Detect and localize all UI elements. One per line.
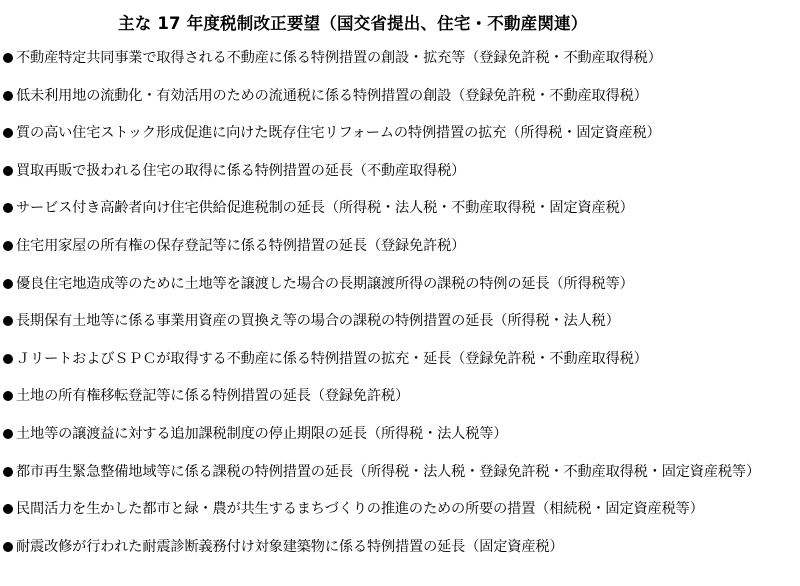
list-item-text: 不動産特定共同事業で取得される不動産に係る特例措置の創設・拡充等（登録免許税・不動産取得税） bbox=[16, 50, 662, 66]
list-item bbox=[3, 123, 760, 161]
list-item bbox=[3, 386, 760, 424]
list-item-text: 買取再販で扱われる住宅の取得に係る特例措置の延長（不動産取得税） bbox=[16, 162, 466, 179]
bullet-icon bbox=[3, 467, 13, 477]
list-item bbox=[3, 499, 760, 537]
bullet-icon bbox=[3, 241, 13, 251]
document-title: 主な 17 年度税制改正要望（国交省提出、住宅・不動産関連） bbox=[118, 14, 588, 33]
list-item-text: ＪリートおよびＳＰＣが取得する不動産に係る特例措置の拡充・延長（登録免許税・不動産取得税） bbox=[16, 350, 648, 367]
list-item-text: 土地等の譲渡益に対する追加課税制度の停止期限の延長（所得税・法人税等） bbox=[16, 425, 508, 442]
list-item bbox=[3, 462, 760, 500]
list-item bbox=[3, 349, 760, 387]
list-item bbox=[3, 311, 760, 349]
bullet-icon bbox=[3, 504, 13, 514]
list-item bbox=[3, 236, 760, 274]
requests-list bbox=[3, 48, 760, 574]
bullet-icon bbox=[3, 91, 13, 101]
bullet-icon bbox=[3, 279, 13, 289]
bullet-icon bbox=[3, 354, 13, 364]
bullet-icon bbox=[3, 429, 13, 439]
list-item bbox=[3, 161, 760, 199]
list-item bbox=[3, 198, 760, 236]
list-item-text: 住宅用家屋の所有権の保存登記等に係る特例措置の延長（登録免許税） bbox=[16, 237, 466, 254]
bullet-icon bbox=[3, 542, 13, 552]
bullet-icon bbox=[3, 316, 13, 326]
bullet-icon bbox=[3, 128, 13, 138]
list-item-text: 質の高い住宅ストック形成促進に向けた既存住宅リフォームの特例措置の拡充（所得税・固定資産税） bbox=[16, 125, 661, 142]
list-item-text: 優良住宅地造成等のために土地等を譲渡した場合の長期譲渡所得の課税の特例の延長（所得税等） bbox=[16, 275, 634, 292]
bullet-icon bbox=[3, 203, 13, 213]
list-item bbox=[3, 86, 760, 124]
bullet-icon bbox=[3, 166, 13, 176]
list-item bbox=[3, 537, 760, 575]
list-item-text: 土地の所有権移転登記等に係る特例措置の延長（登録免許税） bbox=[16, 388, 410, 405]
list-item-text: 低未利用地の流動化・有効活用のための流通税に係る特例措置の創設（登録免許税・不動産取得税） bbox=[16, 87, 648, 104]
list-item bbox=[3, 274, 760, 312]
list-item bbox=[3, 48, 760, 86]
list-item-text: 耐震改修が行われた耐震診断義務付け対象建築物に係る特例措置の延長（固定資産税） bbox=[16, 538, 564, 555]
list-item-text: 都市再生緊急整備地域等に係る課税の特例措置の延長（所得税・法人税・登録免許税・不動産取得税・固定資産税等） bbox=[16, 463, 760, 480]
bullet-icon bbox=[3, 391, 13, 401]
bullet-icon bbox=[3, 53, 13, 63]
list-item-text: サービス付き高齢者向け住宅供給促進税制の延長（所得税・法人税・不動産取得税・固定資産税） bbox=[16, 200, 634, 217]
list-item-text: 民間活力を生かした都市と緑・農が共生するまちづくりの推進のための所要の措置（相続税・固定資産税等） bbox=[16, 501, 704, 518]
list-item-text: 長期保有土地等に係る事業用資産の買換え等の場合の課税の特例措置の延長（所得税・法人税） bbox=[16, 313, 620, 330]
list-item bbox=[3, 424, 760, 462]
